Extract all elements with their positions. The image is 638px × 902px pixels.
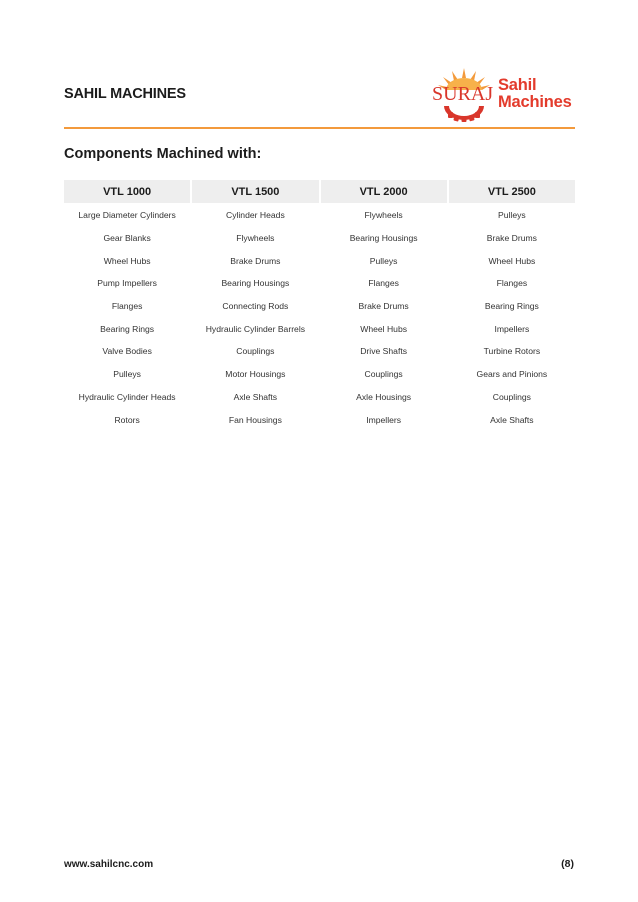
table-cell: Hydraulic Cylinder Heads — [78, 391, 176, 402]
table-cell: Motor Housings — [225, 369, 286, 380]
table-cell: Axle Shafts — [233, 391, 278, 402]
table-cell: Couplings — [236, 346, 275, 357]
table-cell: Wheel Hubs — [360, 323, 408, 334]
table-cell: Drive Shafts — [360, 346, 408, 357]
company-logo — [432, 66, 582, 124]
table-cell: Couplings — [364, 369, 403, 380]
logo-name-line1: Sahil — [498, 76, 537, 94]
table-row — [64, 227, 575, 250]
table-cell: Flywheels — [236, 233, 275, 244]
table-cell: Couplings — [492, 391, 531, 402]
table-row — [64, 295, 575, 318]
table-cell: Connecting Rods — [222, 301, 289, 312]
section-title: Components Machined with: — [64, 146, 262, 162]
table-cell: Brake Drums — [230, 255, 281, 266]
table-cell: Impellers — [366, 414, 402, 425]
table-row — [64, 386, 575, 409]
table-cell: Axle Housings — [356, 391, 412, 402]
table-cell: Bearing Rings — [100, 323, 155, 334]
table-cell: Bearing Housings — [349, 233, 418, 244]
table-row — [64, 272, 575, 295]
table-cell: Wheel Hubs — [488, 255, 536, 266]
table-cell: Flanges — [496, 278, 528, 289]
table-row — [64, 204, 575, 227]
table-cell: Wheel Hubs — [103, 255, 151, 266]
table-cell: Pump Impellers — [97, 278, 157, 289]
table-cell: Bearing Housings — [221, 278, 290, 289]
header-divider — [64, 127, 575, 129]
footer-website: www.sahilcnc.com — [64, 859, 154, 870]
table-cell: Hydraulic Cylinder Barrels — [205, 323, 306, 334]
table-header-cell: VTL 1500 — [192, 180, 318, 203]
table-cell: Fan Housings — [228, 414, 282, 425]
table-cell: Rotors — [114, 414, 140, 425]
logo-company-name — [498, 77, 572, 111]
table-cell: Gears and Pinions — [476, 369, 548, 380]
table-row — [64, 408, 575, 431]
table-row — [64, 340, 575, 363]
logo-brand-word: SURAJ — [432, 83, 494, 105]
table-cell: Pulleys — [498, 210, 526, 221]
table-cell: Brake Drums — [358, 301, 409, 312]
table-row — [64, 249, 575, 272]
table-cell: Axle Shafts — [490, 414, 534, 425]
table-cell: Impellers — [494, 323, 530, 334]
table-row — [64, 317, 575, 340]
table-cell: Pulleys — [113, 369, 141, 380]
table-cell: Flywheels — [364, 210, 403, 221]
table-cell: Flanges — [368, 278, 399, 289]
table-cell: Brake Drums — [486, 233, 537, 244]
table-cell: Flanges — [111, 301, 143, 312]
table-header-row — [64, 180, 575, 203]
components-table — [64, 180, 575, 431]
table-cell: Gear Blanks — [103, 233, 151, 244]
table-cell: Bearing Rings — [484, 301, 539, 312]
table-body — [64, 204, 575, 431]
company-name: SAHIL MACHINES — [64, 86, 186, 102]
table-row — [64, 363, 575, 386]
table-cell: Large Diameter Cylinders — [78, 210, 176, 221]
table-cell: Turbine Rotors — [483, 346, 541, 357]
page-number: (8) — [561, 858, 574, 870]
table-cell: Pulleys — [369, 255, 398, 266]
table-cell: Cylinder Heads — [225, 210, 285, 221]
table-header-cell: VTL 2500 — [449, 180, 575, 203]
table-cell: Valve Bodies — [102, 346, 152, 357]
logo-name-line2: Machines — [498, 93, 572, 111]
table-header-cell: VTL 1000 — [64, 180, 190, 203]
table-header-cell: VTL 2000 — [321, 180, 447, 203]
